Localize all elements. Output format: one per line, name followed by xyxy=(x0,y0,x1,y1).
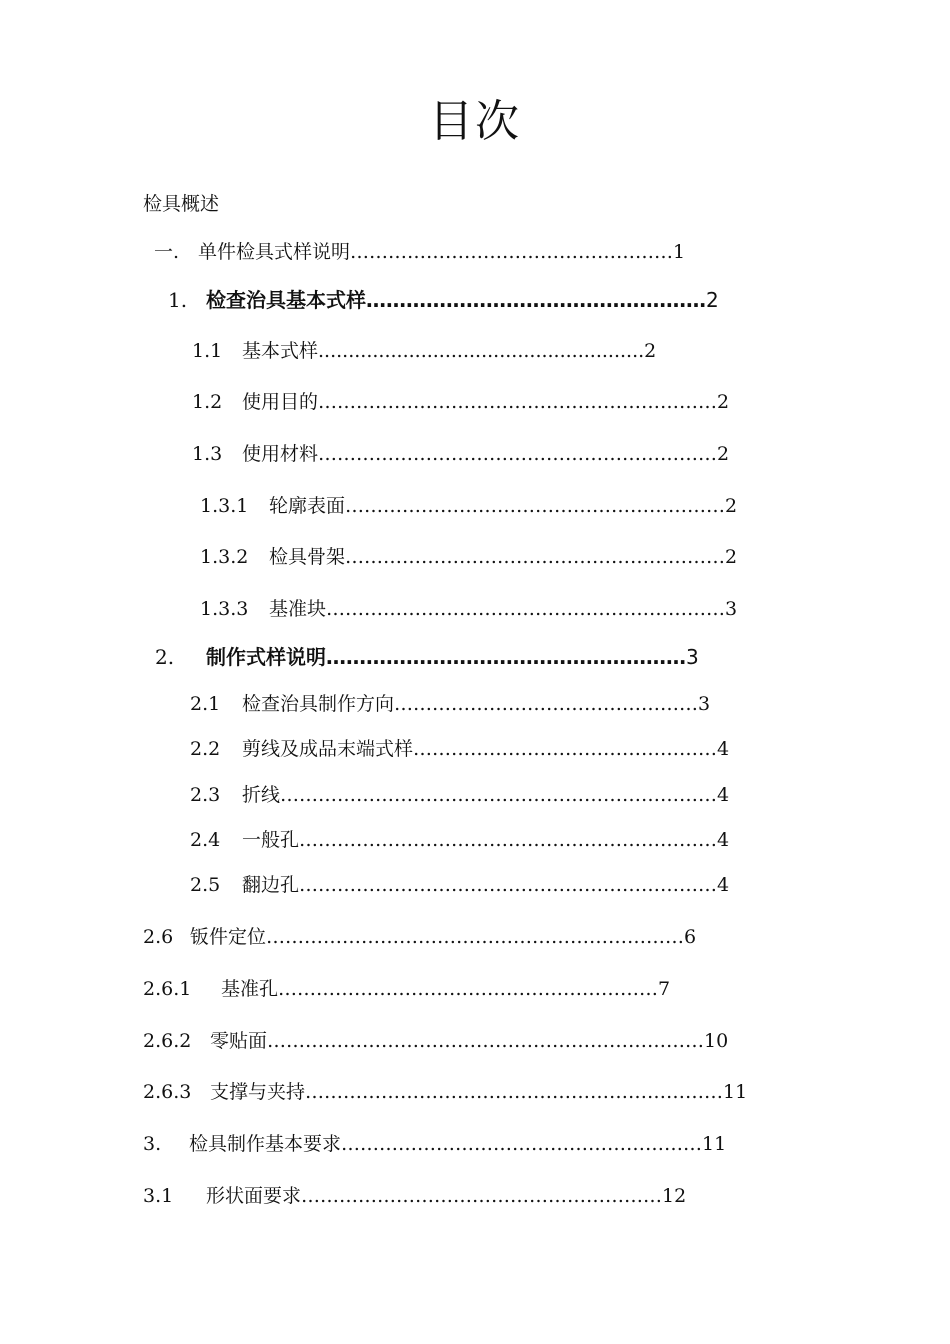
toc-entry xyxy=(192,440,729,468)
toc-entry-number: 3. xyxy=(143,1133,162,1155)
toc-entry-page: 12 xyxy=(662,1185,687,1207)
toc-entry-text: 检具骨架 xyxy=(269,546,346,568)
toc-entry-page: 2 xyxy=(717,443,730,465)
toc-entry xyxy=(143,975,670,1003)
toc-entry xyxy=(190,735,729,763)
toc-leader-dots: ……………………………………………………… xyxy=(318,443,718,465)
toc-entry-number: 1.3.1 xyxy=(200,495,249,517)
toc-leader-dots: …………………………………………………………… xyxy=(280,784,718,806)
toc-entry-page: 4 xyxy=(717,784,730,806)
toc-leader-dots: ………………………………………………………… xyxy=(305,1081,724,1103)
toc-entry xyxy=(143,1078,747,1106)
toc-entry-text: 使用材料 xyxy=(242,443,319,465)
toc-entry-page: 3 xyxy=(725,598,738,620)
toc-leader-dots: ………………………………………………… xyxy=(341,1133,703,1155)
toc-entry-text: 检具概述 xyxy=(143,193,220,215)
toc-leader-dots: ...................................................... xyxy=(318,340,645,362)
toc-entry-number: 一. xyxy=(154,241,180,263)
toc-entry-page: 6 xyxy=(684,926,697,948)
toc-entry-text: 一般孔 xyxy=(242,829,300,851)
toc-entry xyxy=(190,690,710,718)
toc-entry xyxy=(155,643,699,671)
toc-entry-text: 检具制作基本要求 xyxy=(189,1133,342,1155)
toc-entry-number: 2.3 xyxy=(190,784,221,806)
toc-entry-number: 2.6.3 xyxy=(143,1081,192,1103)
toc-entry-page: 4 xyxy=(717,829,730,851)
toc-entry-page: 7 xyxy=(658,978,671,1000)
toc-entry-page: 2 xyxy=(725,495,738,517)
toc-entry-text: 制作式样说明 xyxy=(206,645,326,669)
toc-entry-text: 基准块 xyxy=(269,598,327,620)
toc-leader-dots: …………………………………………………………… xyxy=(267,1030,705,1052)
toc-entry-number: 1. xyxy=(168,288,188,312)
toc-leader-dots: ………………………………………………… xyxy=(301,1185,663,1207)
toc-leader-dots: …………………………………………………… xyxy=(278,978,659,1000)
toc-entry-number: 2. xyxy=(155,645,175,669)
toc-leader-dots: ………………………………………………………… xyxy=(299,829,718,851)
toc-entry-page: 4 xyxy=(717,738,730,760)
toc-leader-dots: …………………………………………………… xyxy=(345,546,726,568)
toc-entry-text: 翻边孔 xyxy=(242,874,300,896)
toc-entry-text: 支撑与夹持 xyxy=(210,1081,306,1103)
toc-entry-page: 2 xyxy=(717,391,730,413)
toc-entry-number: 1.2 xyxy=(192,391,223,413)
toc-entry xyxy=(200,492,737,520)
toc-leader-dots: …………………………………………… xyxy=(366,288,706,312)
toc-entry xyxy=(190,781,729,809)
toc-leader-dots: ……………………………………………………… xyxy=(318,391,718,413)
toc-entry-text: 单件检具式样说明 xyxy=(198,241,351,263)
toc-entry xyxy=(154,238,685,266)
toc-entry-text: 检查治具制作方向 xyxy=(242,693,395,715)
toc-entry xyxy=(143,1027,728,1055)
toc-leader-dots: ……………………………………………… xyxy=(326,645,686,669)
toc-entry-number: 3.1 xyxy=(143,1185,174,1207)
toc-entry-page: 2 xyxy=(706,288,719,312)
toc-entry xyxy=(192,388,729,416)
toc-entry-number: 1.3.3 xyxy=(200,598,249,620)
toc-entry xyxy=(143,1130,726,1158)
toc-entry-text: 剪线及成品末端式样 xyxy=(242,738,414,760)
toc-entry-page: 3 xyxy=(686,645,699,669)
toc-leader-dots: ………………………………………………………… xyxy=(299,874,718,896)
toc-entry xyxy=(200,543,737,571)
toc-entry-number: 2.5 xyxy=(190,874,221,896)
toc-entry-text: 零贴面 xyxy=(210,1030,268,1052)
toc-entry-page: 3 xyxy=(698,693,711,715)
toc-entry-page: 11 xyxy=(702,1133,727,1155)
toc-entry-page: 11 xyxy=(723,1081,748,1103)
toc-entry-number: 2.2 xyxy=(190,738,221,760)
toc-entry xyxy=(190,826,729,854)
toc-entry xyxy=(143,190,219,218)
toc-entry xyxy=(200,595,737,623)
page-title: 目次 xyxy=(429,96,521,147)
toc-entry-page: 2 xyxy=(644,340,657,362)
toc-entry-number: 2.1 xyxy=(190,693,221,715)
toc-entry-number: 2.6 xyxy=(143,926,174,948)
toc-leader-dots: …………………………………………………… xyxy=(345,495,726,517)
toc-entry-text: 轮廓表面 xyxy=(269,495,346,517)
toc-entry-text: 折线 xyxy=(242,784,281,806)
toc-entry xyxy=(190,871,729,899)
toc-entry xyxy=(143,1182,686,1210)
toc-entry-number: 1.1 xyxy=(192,340,223,362)
toc-leader-dots: ………………………………………… xyxy=(413,738,718,760)
toc-entry-page: 4 xyxy=(717,874,730,896)
toc-entry xyxy=(168,286,719,314)
toc-entry-text: 形状面要求 xyxy=(206,1185,302,1207)
toc-entry-page: 1 xyxy=(673,241,686,263)
toc-entry-number: 2.4 xyxy=(190,829,221,851)
toc-entry-page: 10 xyxy=(704,1030,729,1052)
toc-entry-number: 1.3 xyxy=(192,443,223,465)
toc-leader-dots: ………………………………………………………… xyxy=(266,926,685,948)
toc-entry xyxy=(192,337,656,365)
toc-entry-number: 2.6.2 xyxy=(143,1030,192,1052)
toc-entry xyxy=(143,923,696,951)
toc-leader-dots: …………………………………………… xyxy=(350,241,674,263)
toc-entry-number: 2.6.1 xyxy=(143,978,192,1000)
toc-leader-dots: ………………………………………… xyxy=(394,693,699,715)
toc-entry-page: 2 xyxy=(725,546,738,568)
toc-entry-text: 钣件定位 xyxy=(190,926,267,948)
toc-entry-text: 基准孔 xyxy=(221,978,279,1000)
toc-entry-text: 基本式样 xyxy=(242,340,319,362)
toc-entry-text: 检查治具基本式样 xyxy=(206,288,366,312)
toc-entry-text: 使用目的 xyxy=(242,391,319,413)
toc-entry-number: 1.3.2 xyxy=(200,546,249,568)
toc-leader-dots: ……………………………………………………… xyxy=(326,598,726,620)
